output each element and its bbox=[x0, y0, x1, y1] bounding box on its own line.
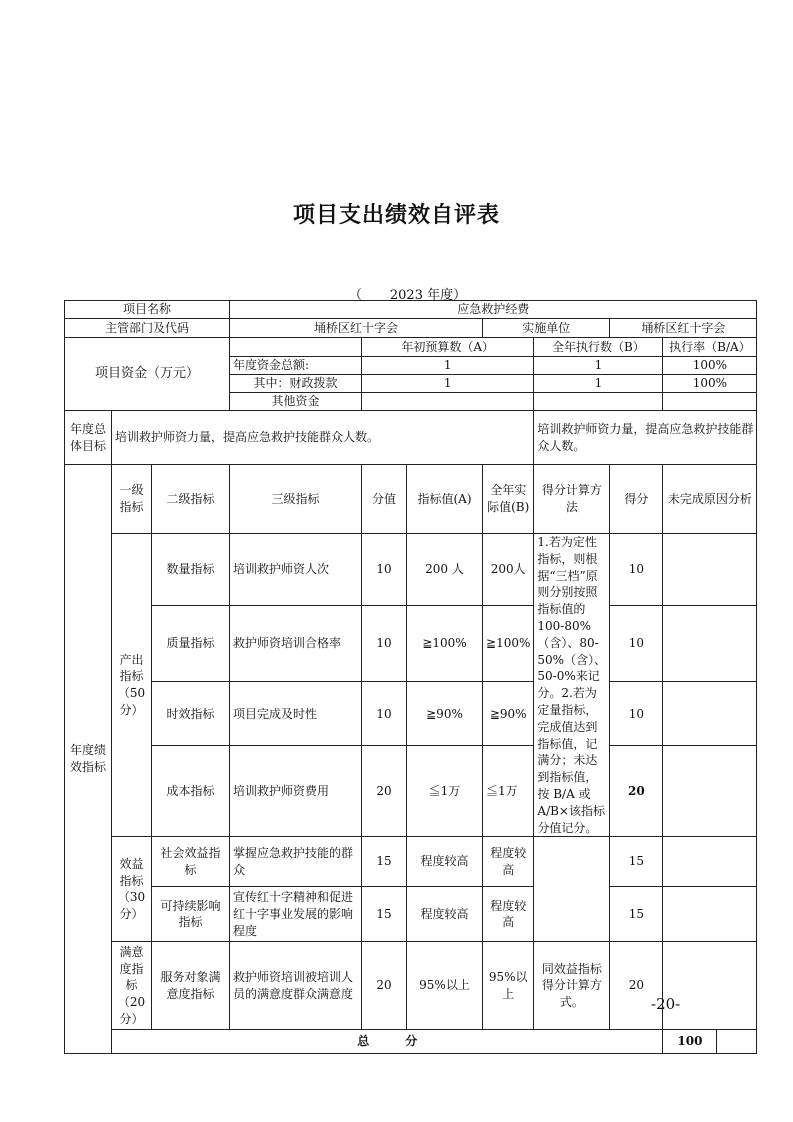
page-number: -20- bbox=[651, 995, 681, 1013]
reason-cell bbox=[663, 837, 757, 887]
level2-cell: 数量指标 bbox=[152, 534, 230, 606]
target-cell: 95%以上 bbox=[407, 942, 483, 1030]
actual-cell: 200人 bbox=[483, 534, 534, 606]
weight-cell: 10 bbox=[362, 682, 407, 746]
header-method: 得分计算方法 bbox=[534, 465, 610, 534]
target-cell: ≦1万 bbox=[407, 746, 483, 837]
actual-cell: ≧100% bbox=[483, 605, 534, 682]
funds-row-budget: 1 bbox=[362, 357, 534, 375]
target-cell: 程度较高 bbox=[407, 887, 483, 942]
level2-cell: 质量指标 bbox=[152, 605, 230, 682]
target-cell: ≧100% bbox=[407, 605, 483, 682]
level3-cell: 掌握应急救护技能的群众 bbox=[230, 837, 362, 887]
weight-cell: 20 bbox=[362, 942, 407, 1030]
goal-expected: 培训救护师资力量，提高应急救护技能群众人数。 bbox=[112, 411, 534, 465]
reason-cell bbox=[663, 942, 757, 1030]
goal-label: 年度总体目标 bbox=[65, 411, 112, 465]
method-effect-blank bbox=[534, 837, 610, 942]
actual-cell: ≦1万 bbox=[483, 746, 534, 837]
year-paren: （ bbox=[348, 288, 362, 303]
col-rate: 执行率（B/A） bbox=[663, 338, 757, 357]
funds-row-label: 其他资金 bbox=[230, 393, 362, 411]
funds-row-exec bbox=[534, 393, 663, 411]
funds-row-rate bbox=[663, 393, 757, 411]
level2-cell: 服务对象满意度指标 bbox=[152, 942, 230, 1030]
header-score: 得分 bbox=[610, 465, 663, 534]
funds-row-exec: 1 bbox=[534, 357, 663, 375]
effect-indicator-label: 效益指标（30分） bbox=[112, 837, 152, 942]
level2-cell: 可持续影响指标 bbox=[152, 887, 230, 942]
level2-cell: 社会效益指标 bbox=[152, 837, 230, 887]
unit-label: 实施单位 bbox=[483, 319, 610, 338]
funds-header-blank bbox=[230, 338, 362, 357]
evaluation-table bbox=[64, 300, 757, 1054]
project-name-label: 项目名称 bbox=[65, 301, 230, 319]
dept-value: 埇桥区红十字会 bbox=[230, 319, 483, 338]
header-target: 指标值(A) bbox=[407, 465, 483, 534]
funds-row-rate: 100% bbox=[663, 375, 757, 393]
unit-value: 埇桥区红十字会 bbox=[610, 319, 757, 338]
level3-cell: 培训救护师资人次 bbox=[230, 534, 362, 606]
level3-cell: 救护师资培训合格率 bbox=[230, 605, 362, 682]
level3-cell: 救护师资培训被培训人员的满意度群众满意度 bbox=[230, 942, 362, 1030]
score-cell: 20 bbox=[610, 746, 663, 837]
indicators-section-label: 年度绩效指标 bbox=[65, 465, 112, 1054]
dept-label: 主管部门及代码 bbox=[65, 319, 230, 338]
total-label: 总 分 bbox=[112, 1030, 663, 1054]
target-cell: 程度较高 bbox=[407, 837, 483, 887]
method-satisfaction: 同效益指标得分计算方式。 bbox=[534, 942, 610, 1030]
score-cell: 10 bbox=[610, 605, 663, 682]
actual-cell: 程度较高 bbox=[483, 837, 534, 887]
funds-row-label: 年度资金总额: bbox=[230, 357, 362, 375]
header-actual: 全年实际值(B) bbox=[483, 465, 534, 534]
funds-row-budget bbox=[362, 393, 534, 411]
header-level3: 三级指标 bbox=[230, 465, 362, 534]
score-cell: 15 bbox=[610, 837, 663, 887]
funds-label: 项目资金（万元） bbox=[65, 338, 230, 411]
actual-cell: ≧90% bbox=[483, 682, 534, 746]
header-level2: 二级指标 bbox=[152, 465, 230, 534]
reason-cell bbox=[663, 534, 757, 606]
reason-cell bbox=[663, 746, 757, 837]
total-score: 100 bbox=[663, 1030, 717, 1054]
col-budget: 年初预算数（A） bbox=[362, 338, 534, 357]
weight-cell: 15 bbox=[362, 887, 407, 942]
header-weight: 分值 bbox=[362, 465, 407, 534]
level2-cell: 时效指标 bbox=[152, 682, 230, 746]
level3-cell: 培训救护师资费用 bbox=[230, 746, 362, 837]
total-reason-blank bbox=[717, 1030, 757, 1054]
goal-actual: 培训救护师资力量，提高应急救护技能群众人数。 bbox=[534, 411, 757, 465]
target-cell: ≧90% bbox=[407, 682, 483, 746]
score-cell: 10 bbox=[610, 682, 663, 746]
header-reason: 未完成原因分析 bbox=[663, 465, 757, 534]
reason-cell bbox=[663, 682, 757, 746]
reason-cell bbox=[663, 887, 757, 942]
actual-cell: 95%以上 bbox=[483, 942, 534, 1030]
page-title: 项目支出绩效自评表 bbox=[292, 203, 500, 228]
level3-cell: 项目完成及时性 bbox=[230, 682, 362, 746]
weight-cell: 10 bbox=[362, 605, 407, 682]
level2-cell: 成本指标 bbox=[152, 746, 230, 837]
funds-row-budget: 1 bbox=[362, 375, 534, 393]
method-output: 1.若为定性指标，则根据“三档”原则分别按照指标值的100-80%（含）、80-50%（含）、50-0%来记分。2.若为定量指标，完成值达到指标值，记满分；未达到指标值，按 B/A 或 A/B×该指标分值记分。 bbox=[534, 534, 610, 837]
funds-row-rate: 100% bbox=[663, 357, 757, 375]
col-exec: 全年执行数（B） bbox=[534, 338, 663, 357]
score-cell: 15 bbox=[610, 887, 663, 942]
target-cell: 200 人 bbox=[407, 534, 483, 606]
actual-cell: 程度较高 bbox=[483, 887, 534, 942]
header-level1: 一级指标 bbox=[112, 465, 152, 534]
reason-cell bbox=[663, 605, 757, 682]
project-name-value: 应急救护经费 bbox=[230, 301, 757, 319]
weight-cell: 20 bbox=[362, 746, 407, 837]
weight-cell: 15 bbox=[362, 837, 407, 887]
output-indicator-label: 产出指标（50分） bbox=[112, 534, 152, 837]
level3-cell: 宣传红十字精神和促进红十字事业发展的影响程度 bbox=[230, 887, 362, 942]
score-cell: 10 bbox=[610, 534, 663, 606]
score-cell: 20 bbox=[610, 942, 663, 1030]
year-value: 2023 年度） bbox=[389, 288, 467, 303]
weight-cell: 10 bbox=[362, 534, 407, 606]
satisfaction-indicator-label: 满意度指标（20分） bbox=[112, 942, 152, 1030]
funds-row-exec: 1 bbox=[534, 375, 663, 393]
funds-row-label: 其中：财政拨款 bbox=[230, 375, 362, 393]
